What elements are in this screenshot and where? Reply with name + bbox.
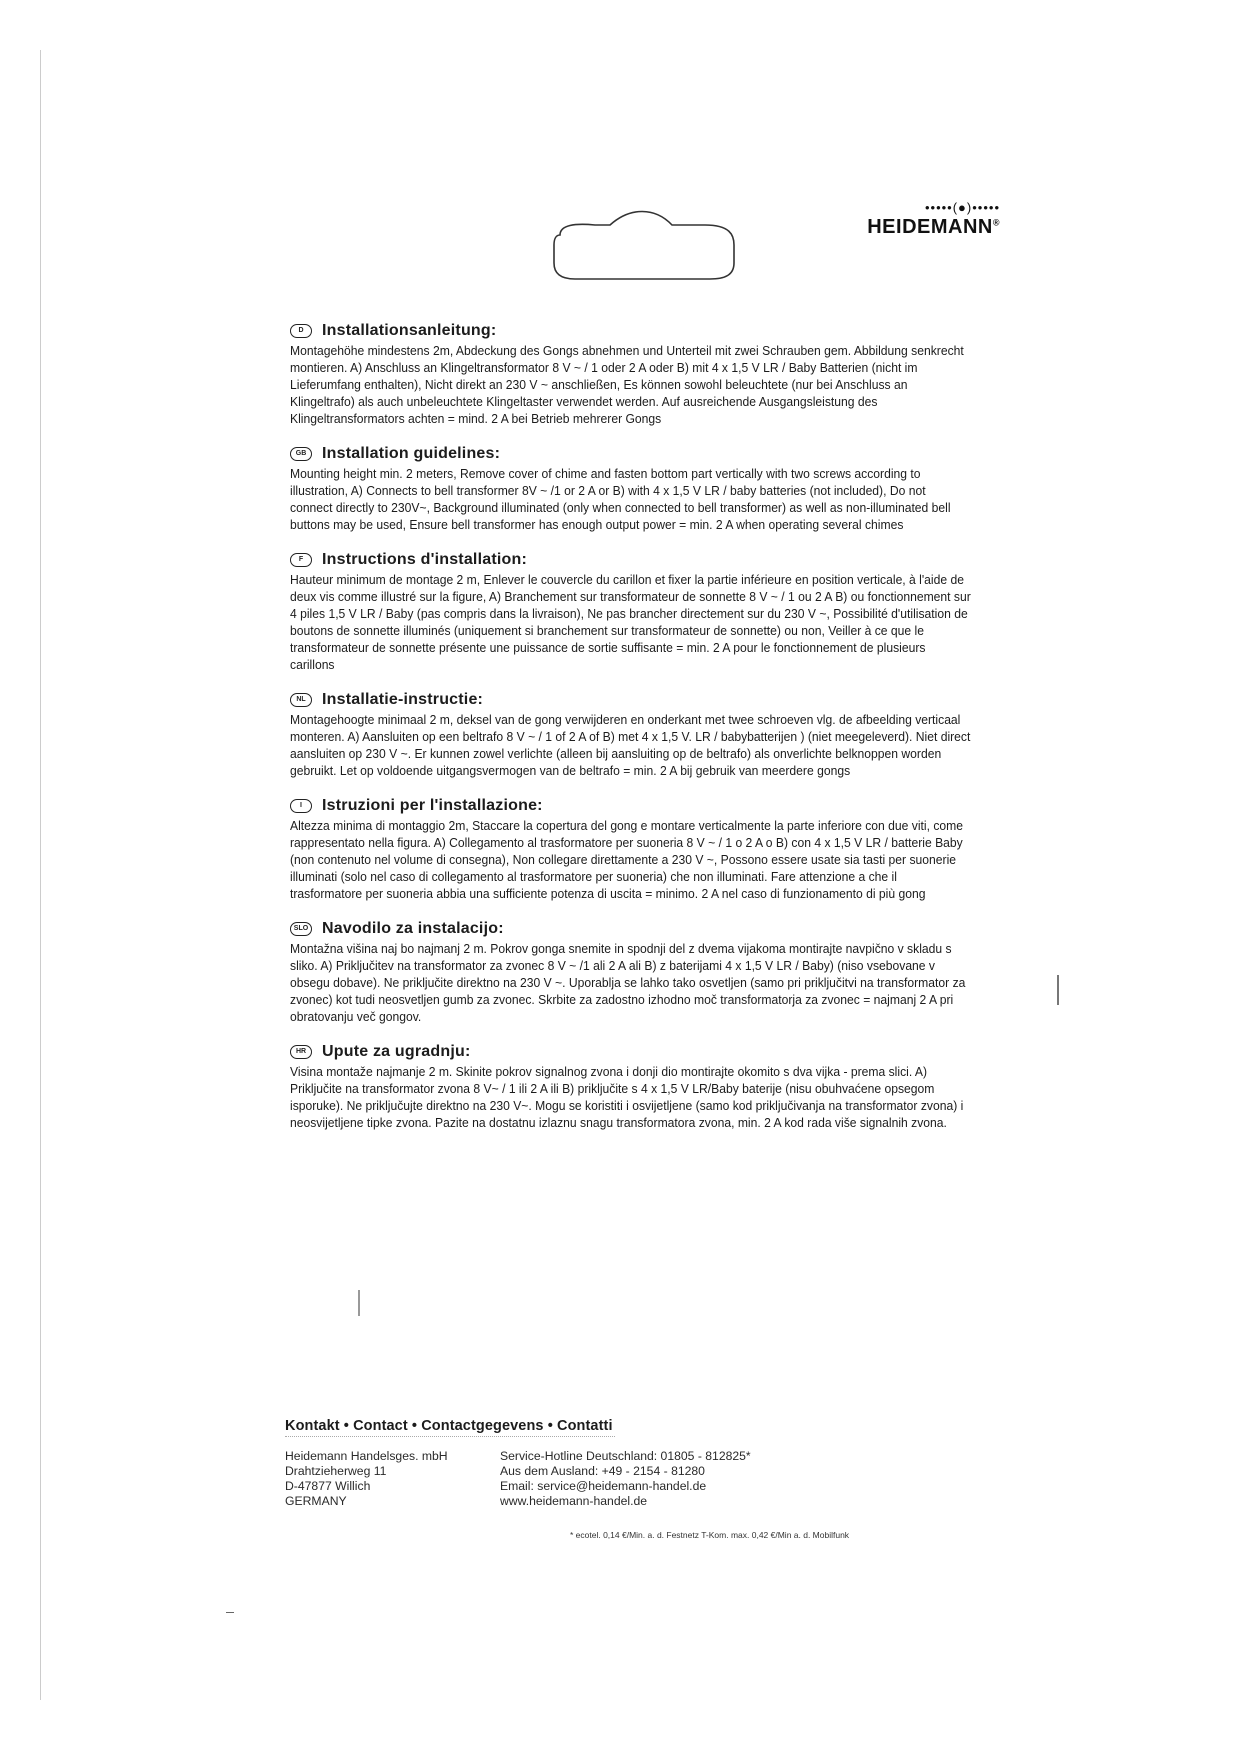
country-flag-icon: NL [290, 693, 312, 707]
website-link[interactable]: www.heidemann-handel.de [500, 1494, 648, 1508]
country-flag-icon: I [290, 799, 312, 813]
country-flag-icon: D [290, 324, 312, 338]
brand-name: HEIDEMANN [867, 216, 993, 238]
service-email-link[interactable]: Email: service@heidemann-handel.de [500, 1479, 707, 1493]
heidemann-logo [830, 200, 1000, 239]
service-contacts [500, 1449, 920, 1509]
contact-block [285, 1418, 965, 1509]
section-title: Installatie-instructie: [322, 691, 484, 708]
section-body: Visina montaže najmanje 2 m. Skinite pokrov signalnog zvona i donji dio montirajte okomito s dva vijka - prema slici. A) Priključite na transformator zvona 8 V~ / 1 ili 2 A ili B) priključite s 4 x 1,5 V LR/Baby baterije (nisu obuhvaćene opsegom isporuke). Ne priključujte direktno na 230 V~. Mogu se koristiti i osvijetljene (samo kod priključivanja na transformator zvona) i neosvijetljene tipke zvona. Pazite na dostatnu izlaznu snagu transformatora zvona, min. 2 A kod rada više signalnih zvona. [290, 1064, 964, 1130]
section-body: Montažna višina naj bo najmanj 2 m. Pokrov gonga snemite in spodnji del z dvema vijakoma montirajte navpično v skladu s sliko. A) Priključitev na transformator za zvonec 8 V ~ /1 ali 2 A ali B) z baterijami 4 x 1,5 V LR / Baby) (niso vsebovane v obsegu dobave). Ne priključite direktno na 230 V ~. Uporablja se lahko tako osvetljen (samo pri priključitvi na transformator za zvonec) kot tudi neosvetljen gumb za zvonec. Skrbite za zadostno izhodno moč transformatorja za zvonec = najmanj 2 A pri obratovanju več gongov. [290, 941, 966, 1024]
section-it [290, 797, 970, 902]
registered-mark: ® [992, 217, 1000, 228]
hanger-outline-graphic [540, 205, 740, 285]
country-flag-icon: F [290, 553, 312, 567]
address-line: D-47877 Willich [285, 1479, 371, 1493]
address-line: Heidemann Handelsges. mbH [285, 1449, 448, 1463]
scan-mark [358, 1290, 360, 1316]
section-body: Montagehoogte minimaal 2 m, deksel van de gong verwijderen en onderkant met twee schroeven vlg. de afbeelding verticaal monteren. A) Aansluiten op een beltrafo 8 V ~ / 1 of 2 A of B) met 4 x 1,5 V. LR / babybatterijen ) (niet meegeleverd). Niet direct aansluiten op 230 V ~. Er kunnen zowel verlichte (alleen bij aansluiting op de beltrafo) als onverlichte belknoppen worden gebruikt. Let op voldoende uitgangsvermogen van de beltrafo = min. 2 A bij gebruik van meerdere gongs [290, 712, 971, 778]
service-abroad: Aus dem Ausland: +49 - 2154 - 81280 [500, 1464, 705, 1478]
section-title: Upute za ugradnju: [322, 1043, 471, 1060]
country-flag-icon: HR [290, 1045, 312, 1059]
scan-mark [40, 50, 41, 1700]
service-hotline: Service-Hotline Deutschland: 01805 - 812825* [500, 1449, 751, 1463]
country-flag-icon: GB [290, 447, 312, 461]
section-title: Istruzioni per l'installazione: [322, 797, 543, 814]
section-body: Mounting height min. 2 meters, Remove cover of chime and fasten bottom part vertically with two screws according to illustration, A) Connects to bell transformer 8V ~ /1 or 2 A or B) with 4 x 1,5 V LR / baby batteries (not included), Do not connect directly to 230V~, Background illuminated (only when connected to bell transformer) as well as non-illuminated bell buttons may be used, Ensure bell transformer has enough output power = min. 2 A when operating several chimes [290, 466, 951, 532]
tariff-footnote: * ecotel. 0,14 €/Min. a. d. Festnetz T-Kom. max. 0,42 €/Min a. d. Mobilfunk [570, 1530, 850, 1540]
country-flag-icon: SLO [290, 922, 312, 936]
scan-mark [226, 1612, 234, 1613]
section-title: Installationsanleitung: [322, 322, 497, 339]
section-nl [290, 691, 970, 779]
section-hr [290, 1043, 970, 1131]
section-slo [290, 920, 970, 1025]
company-address [285, 1449, 500, 1509]
section-body: Montagehöhe mindestens 2m, Abdeckung des Gongs abnehmen und Unterteil mit zwei Schrauben gem. Abbildung senkrecht montieren. A) Anschluss an Klingeltransformator 8 V ~ / 1 oder 2 A oder B) mit 4 x 1,5 V LR / Baby Batterien (nicht im Lieferumfang enthalten), Nicht direkt an 230 V ~ anschließen, Es können sowohl beleuchtete (nur bei Anschluss an Klingeltrafo) als auch unbeleuchtete Klingeltaster verwendet werden. Auf ausreichende Ausgangsleistung des Klingeltransformators achten = mind. 2 A bei Betrieb mehrerer Gongs [290, 343, 964, 426]
section-body: Altezza minima di montaggio 2m, Staccare la copertura del gong e montare verticalmente la parte inferiore con due viti, come rappresentato nella figura. A) Collegamento al trasformatore per suoneria 8 V ~ / 1 o 2 A o B) con 4 x 1,5 V LR / batterie Baby (non contenuto nel volume di consegna), Non collegare direttamente a 230 V ~, Possono essere usate sia tasti per suonerie illuminati (solo nel caso di collegamento al trasformatore per suoneria) che non illuminati. Fare attenzione a che il trasformatore per suoneria abbia una sufficiente potenza di uscita = minimo. 2 A nel caso di funzionamento di più gong [290, 818, 964, 901]
scan-mark [1057, 975, 1059, 1005]
section-fr [290, 551, 970, 673]
contact-heading: Kontakt • Contact • Contactgegevens • Contatti [285, 1418, 615, 1437]
section-title: Navodilo za instalacijo: [322, 920, 504, 937]
address-line: GERMANY [285, 1494, 347, 1508]
section-de [290, 322, 970, 427]
section-gb [290, 445, 970, 533]
section-body: Hauteur minimum de montage 2 m, Enlever le couvercle du carillon et fixer la partie inférieure en position verticale, à l'aide de deux vis comme illustré sur la figure, A) Branchement sur transformateur de sonnette 8 V ~ / 1 ou 2 A B) ou fonctionnement sur 4 piles 1,5 V LR / Baby (pas compris dans la livraison), Ne pas brancher directement sur du 230 V ~, Possibilité d'utilisation de boutons de sonnette illuminés (uniquement si branchement sur transformateur de sonnette) ou non, Veiller à ce que le transformateur de sonnette présente une puissance de sortie suffisante = min. 2 A pour le fonctionnement de plusieurs carillons [290, 572, 971, 672]
instruction-sections [290, 322, 970, 1149]
section-title: Installation guidelines: [322, 445, 501, 462]
address-line: Drahtzieherweg 11 [285, 1464, 387, 1478]
logo-dots-icon: •••••(●)••••• [924, 200, 1000, 215]
section-title: Instructions d'installation: [322, 551, 527, 568]
